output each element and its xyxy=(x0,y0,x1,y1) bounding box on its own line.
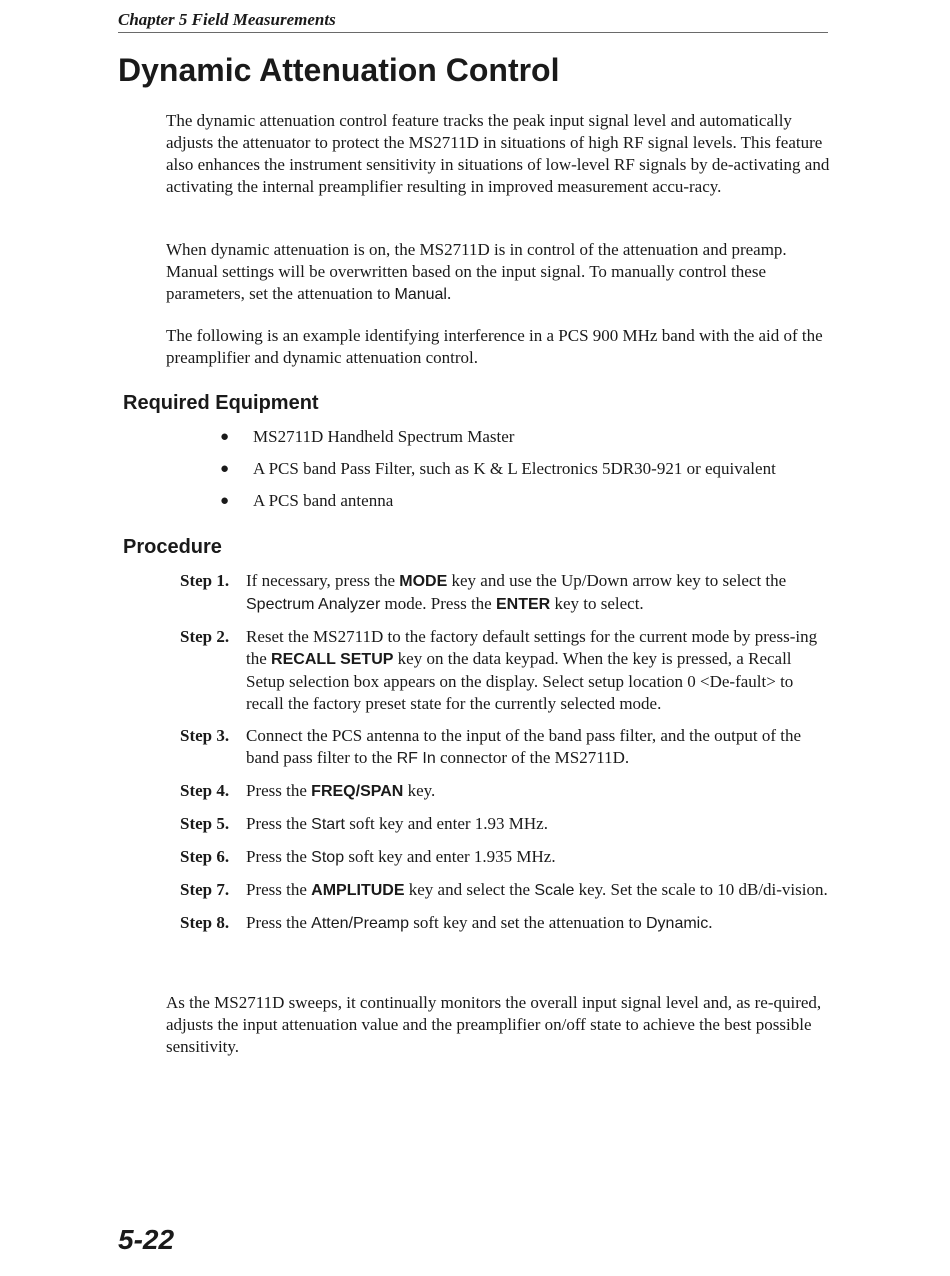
equipment-item-text: MS2711D Handheld Spectrum Master xyxy=(253,427,515,446)
step-label: Step 7. xyxy=(180,880,230,899)
procedure-step-3 xyxy=(180,725,830,770)
procedure-step-2 xyxy=(180,626,830,715)
step-text: soft key and enter 1.935 MHz. xyxy=(344,847,556,866)
recall-setup-key: RECALL SETUP xyxy=(271,651,394,668)
intro-paragraph-2 xyxy=(166,239,830,306)
intro-paragraph-1: The dynamic attenuation control feature tracks the peak input signal level and automatically adjusts the attenuator to protect the MS2711D in situations of high RF signal levels. This feature also enhances the instrument sensitivity in situations of low-level RF signals by de-activating and activating the internal preamplifier resulting in improved measurement accu-racy. xyxy=(166,111,830,196)
intro-paragraph-2-text-b: . xyxy=(446,284,452,303)
start-keyword: Start xyxy=(311,816,345,833)
procedure-steps xyxy=(180,570,830,945)
enter-key: ENTER xyxy=(495,596,551,613)
equipment-item xyxy=(220,426,840,458)
page-title: Dynamic Attenuation Control xyxy=(118,52,560,88)
equipment-item xyxy=(220,458,840,490)
step-label: Step 8. xyxy=(180,913,230,932)
step-text: soft key and set the attenuation to xyxy=(409,913,646,932)
equipment-item-text: A PCS band antenna xyxy=(253,491,394,510)
equipment-item xyxy=(220,490,840,522)
step-text: . xyxy=(708,913,713,932)
step-label: Step 6. xyxy=(180,847,230,866)
scale-keyword: Scale xyxy=(534,882,575,899)
step-text: key and use the Up/Down arrow key to select the xyxy=(447,571,787,590)
bullet-icon: ● xyxy=(220,493,230,509)
step-text: soft key and enter 1.93 MHz. xyxy=(344,814,548,833)
procedure-step-1 xyxy=(180,570,830,616)
procedure-step-5 xyxy=(180,813,830,836)
step-text: Press the xyxy=(246,814,312,833)
step-text: mode. Press the xyxy=(380,594,496,613)
step-label: Step 5. xyxy=(180,814,230,833)
bullet-icon: ● xyxy=(220,461,230,477)
running-header: Chapter 5 Field Measurements xyxy=(118,8,828,33)
procedure-step-8 xyxy=(180,912,830,935)
step-text: key to select. xyxy=(550,594,644,613)
atten-preamp-keyword: Atten/Preamp xyxy=(311,915,409,932)
intro-paragraph-2-text-a: When dynamic attenuation is on, the MS2711D is in control of the attenuation and preamp. Manual settings will be overwritten based on the input signal. To manually control these parameters, set the attenuation to xyxy=(166,240,787,303)
intro-paragraph-3: The following is an example identifying interference in a PCS 900 MHz band with the aid of the preamplifier and dynamic attenuation control. xyxy=(166,326,823,367)
bullet-icon: ● xyxy=(220,429,230,445)
page-number: 5-22 xyxy=(118,1224,175,1255)
procedure-step-7 xyxy=(180,879,830,902)
step-text: key. xyxy=(403,781,436,800)
step-text: connector of the MS2711D. xyxy=(435,748,630,767)
closing-paragraph: As the MS2711D sweeps, it continually monitors the overall input signal level and, as re-quired, adjusts the input attenuation value and the preamplifier on/off state to achieve the best possible sensitivity. xyxy=(166,993,822,1056)
step-text: key on the data keypad. When the key is pressed, a Recall Setup selection box appears on the display. Select setup location 0 <De-fault> to recall the factory preset state for the currently selected mode. xyxy=(246,649,794,713)
stop-keyword: Stop xyxy=(311,849,345,866)
step-label: Step 3. xyxy=(180,726,230,745)
amplitude-key: AMPLITUDE xyxy=(311,882,405,899)
procedure-step-6 xyxy=(180,846,830,869)
step-text: key and select the xyxy=(404,880,535,899)
rf-in-keyword: RF In xyxy=(396,750,436,767)
equipment-list xyxy=(220,426,840,522)
required-equipment-heading: Required Equipment xyxy=(123,392,319,414)
step-text: Connect the PCS antenna to the input of the band pass filter, and the output of the band pass filter to the xyxy=(246,726,802,767)
step-label: Step 2. xyxy=(180,627,230,646)
step-label: Step 4. xyxy=(180,781,230,800)
step-text: Reset the MS2711D to the factory default settings for the current mode by press-ing the xyxy=(246,627,818,668)
manual-keyword: Manual xyxy=(394,286,447,303)
step-text: Press the xyxy=(246,880,312,899)
step-text: If necessary, press the xyxy=(246,571,400,590)
step-text: Press the xyxy=(246,781,312,800)
mode-key: MODE xyxy=(399,573,448,590)
step-text: Press the xyxy=(246,913,312,932)
freq-span-key: FREQ/SPAN xyxy=(311,783,404,800)
spectrum-analyzer-keyword: Spectrum Analyzer xyxy=(246,596,381,613)
step-text: Press the xyxy=(246,847,312,866)
procedure-heading: Procedure xyxy=(123,536,222,558)
procedure-step-4 xyxy=(180,780,830,803)
step-label: Step 1. xyxy=(180,571,230,590)
step-text: key. Set the scale to 10 dB/di-vision. xyxy=(574,880,828,899)
dynamic-keyword: Dynamic xyxy=(646,915,709,932)
equipment-item-text: A PCS band Pass Filter, such as K & L Electronics 5DR30-921 or equivalent xyxy=(253,459,776,478)
